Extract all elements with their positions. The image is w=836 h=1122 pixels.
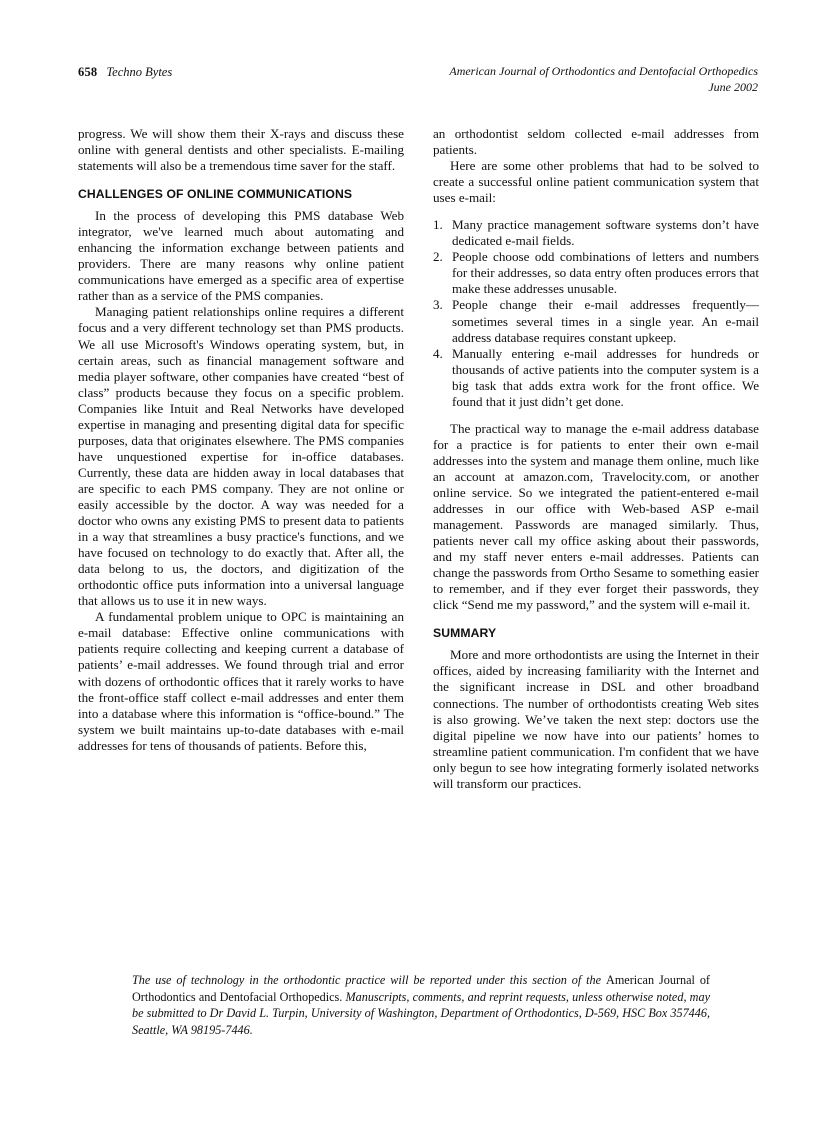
list-item xyxy=(433,346,759,410)
right-column xyxy=(433,126,759,792)
paragraph-summary: More and more orthodontists are using the Internet in their offices, aided by increasing familiarity with the Internet and the significant increase in DSL and other broadband connections. The number of orthodontists creating Web sites is also growing. We’ve taken the next step: doctors use the digital pipeline we now have into our patients’ homes to streamline patient communication. I'm confident that we have only begun to see how integrating formerly isolated networks will transform our practices. xyxy=(433,647,759,791)
footnote-part-1: The use of technology in the orthodontic practice will be reported under this section of the xyxy=(132,973,607,987)
list-item-text: People change their e-mail addresses frequently—sometimes several times in a single year. An e-mail address database requires constant upkeep. xyxy=(452,297,759,345)
list-item xyxy=(433,249,759,297)
list-item-number: 2. xyxy=(433,249,443,265)
list-item-text: Many practice management software systems don’t have dedicated e-mail fields. xyxy=(452,217,759,249)
footnote-part-2: Manuscripts, comments, and reprint requests, unless otherwise noted, may be submitted to Dr David L. Turpin, University of Washington, Department of Orthodontics, D-569, HSC Box 357446, Seattle, WA 98195-7446. xyxy=(132,989,710,1037)
list-item xyxy=(433,217,759,249)
list-item-number: 3. xyxy=(433,297,443,313)
list-item xyxy=(433,297,759,345)
paragraph-continued: an orthodontist seldom collected e-mail addresses from patients. xyxy=(433,126,759,158)
heading-challenges: CHALLENGES OF ONLINE COMMUNICATIONS xyxy=(78,187,353,202)
running-head xyxy=(78,63,758,105)
paragraph-after-list: The practical way to manage the e-mail address database for a practice is for patients to enter their own e-mail addresses into the system and manage them online, much like an account at amazon.com, Travelocity.com, or another online service. So we integrated the patient-entered e-mail addresses in our office with Web-based ASP e-mail management. Passwords are managed similarly. Thus, patients never call my office asking about their passwords, and my staff never enters e-mail addresses. Patients can change the passwords from Ortho Sesame to something easier to remember, and if they ever forget their passwords, they click “Send me my password,” and the system will e-mail it. xyxy=(433,420,759,613)
journal-name: American Journal of Orthodontics and Dentofacial Orthopedics xyxy=(449,64,758,78)
problems-list xyxy=(433,206,759,410)
heading-summary: SUMMARY xyxy=(433,626,497,641)
issue-date: June 2002 xyxy=(708,80,758,94)
page-number: 658 xyxy=(78,65,98,79)
running-head-left xyxy=(78,63,172,81)
section-title: Techno Bytes xyxy=(106,65,173,79)
list-item-number: 4. xyxy=(433,345,443,361)
paragraph-1: In the process of developing this PMS database Web integrator, we've learned much about automating and enhancing the information exchange between patients and providers. There are many reasons why online patient communications have emerged as a specific area of expertise rather than as a service of the PMS companies. xyxy=(78,208,404,304)
footnote-journal-name: American Journal of Orthodontics and Dentofacial Orthopedics. xyxy=(132,973,710,1004)
paragraph-list-intro: Here are some other problems that had to be solved to create a successful online patient communication system that uses e-mail: xyxy=(433,158,759,206)
list-spacer xyxy=(433,410,759,421)
paragraph-2: Managing patient relationships online requires a different focus and a very different technology set than PMS products. We all use Microsoft's Windows operating system, but, in certain areas, such as financial management software and media player software, other companies have created “best of class” products because they focus on a specific problem. Companies like Intuit and Real Networks have developed expertise in managing and presenting digital data for specific purposes, data that originates elsewhere. The PMS companies have unquestioned expertise for in-office databases. Currently, these data are hidden away in local databases that are specific to each PMS company. They are not online or easily accessible by the doctor. A way was needed for a doctor who owns any existing PMS to present data to patients in a way that streamlines a busy practice's functions, and we have focused on technology to do exactly that. After all, the data belong to us, the doctors, and digitization of the orthodontic office puts information into a universal language that allows us to use it in new ways. xyxy=(78,304,404,609)
paragraph-continued: progress. We will show them their X-rays and discuss these online with general dentists and other specialists. E-mailing statements will also be a tremendous time saver for the staff. xyxy=(78,126,404,174)
paragraph-3: A fundamental problem unique to OPC is maintaining an e-mail database: Effective online communications with patients require collecting and keeping current a database of patients’ e-mail addresses. We found through trial and error with dozens of orthodontic offices that it rarely works to have the front-office staff collect e-mail addresses and enter them into a database where this information is “office-bound.” The system we built maintains up-to-date databases with e-mail addresses for tens of thousands of patients. Before this, xyxy=(78,609,404,753)
list-item-text: Manually entering e-mail addresses for hundreds or thousands of active patients into the computer system is a big task that adds extra work for the front office. We found that it just didn’t get done. xyxy=(452,345,759,409)
running-head-right xyxy=(449,63,758,95)
left-column xyxy=(78,126,404,754)
footnote xyxy=(132,972,710,1038)
list-item-number: 1. xyxy=(433,217,443,233)
list-item-text: People choose odd combinations of letters and numbers for their addresses, so data entry often produces errors that make these addresses unusable. xyxy=(452,249,759,297)
